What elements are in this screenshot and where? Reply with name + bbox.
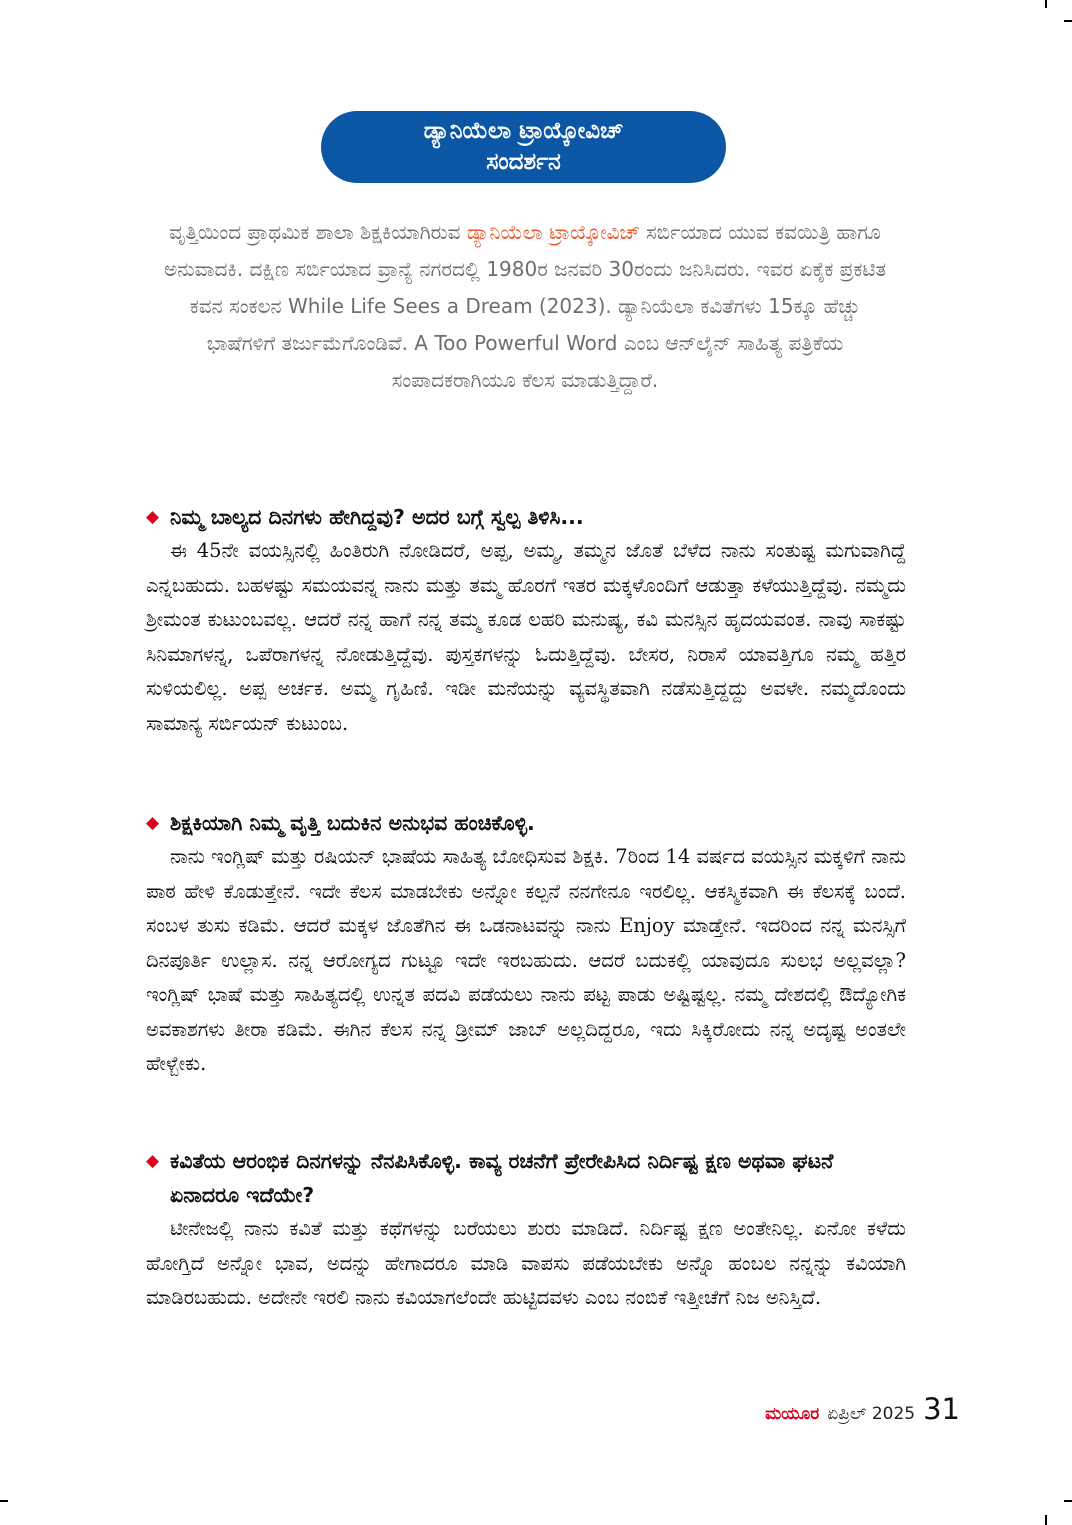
crop-mark	[1045, 1515, 1047, 1525]
crop-mark	[1064, 1500, 1072, 1502]
crop-mark	[1064, 20, 1072, 22]
crop-mark	[1045, 0, 1047, 8]
magazine-logo: ಮಯೂರ	[765, 1404, 820, 1424]
qa-block-2	[146, 806, 906, 1082]
answer-1: ಈ 45ನೇ ವಯಸ್ಸಿನಲ್ಲಿ ಹಿಂತಿರುಗಿ ನೋಡಿದರೆ, ಅಪ್ಪ, ಅಮ್ಮ, ತಮ್ಮನ ಜೊತೆ ಬೆಳೆದ ನಾನು ಸಂತುಷ್ಟ ಮಗುವಾಗಿದ್ದೆ ಎನ್ನಬಹುದು. ಬಹಳಷ್ಟು ಸಮಯವನ್ನ ನಾನು ಮತ್ತು ತಮ್ಮ ಹೊರಗೆ ಇತರ ಮಕ್ಕಳೊಂದಿಗೆ ಆಡುತ್ತಾ ಕಳೆಯುತ್ತಿದ್ದೆವು. ನಮ್ಮದು ಶ್ರೀಮಂತ ಕುಟುಂಬವಲ್ಲ. ಆದರೆ ನನ್ನ ಹಾಗೆ ನನ್ನ ತಮ್ಮ ಕೂಡ ಲಹರಿ ಮನುಷ್ಯ, ಕವಿ ಮನಸ್ಸಿನ ಹೃದಯವಂತ. ನಾವು ಸಾಕಷ್ಟು ಸಿನಿಮಾಗಳನ್ನ, ಒಪೆರಾಗಳನ್ನ ನೋಡುತ್ತಿದ್ದೆವು. ಪುಸ್ತಕಗಳನ್ನು ಓದುತ್ತಿದ್ದೆವು. ಬೇಸರ, ನಿರಾಸೆ ಯಾವತ್ತಿಗೂ ನಮ್ಮ ಹತ್ತಿರ ಸುಳಿಯಲಿಲ್ಲ. ಅಪ್ಪ ಅರ್ಚಕ. ಅಮ್ಮ ಗೃಹಿಣಿ. ಇಡೀ ಮನೆಯನ್ನು ವ್ಯವಸ್ಥಿತವಾಗಿ ನಡೆಸುತ್ತಿದ್ದದ್ದು ಅವಳೇ. ನಮ್ಮದೊಂದು ಸಾಮಾನ್ಯ ಸರ್ಬಿಯನ್ ಕುಟುಂಬ.	[146, 539, 906, 735]
intro-text-before: ವೃತ್ತಿಯಿಂದ ಪ್ರಾಥಮಿಕ ಶಾಲಾ ಶಿಕ್ಷಕಿಯಾಗಿರುವ	[169, 220, 467, 244]
qa-block-1	[146, 500, 906, 741]
crop-mark	[0, 1500, 8, 1502]
intro-text-after: ಸರ್ಬಿಯಾದ ಯುವ ಕವಯಿತ್ರಿ ಹಾಗೂ ಅನುವಾದಕಿ. ದಕ್ಷಿಣ ಸರ್ಬಿಯಾದ ವ್ರಾನ್ಯೆ ನಗರದಲ್ಲಿ 1980ರ ಜನವರಿ 30ರಂದು ಜನಿಸಿದರು. ಇವರ ಏಕೈಕ ಪ್ರಕಟಿತ ಕವನ ಸಂಕಲನ While Life Sees a Dream (2023). ಡ್ಯಾನಿಯೆಲಾ ಕವಿತೆಗಳು 15ಕ್ಕೂ ಹೆಚ್ಚು ಭಾಷೆಗಳಿಗೆ ತರ್ಜುಮೆಗೊಂಡಿವೆ. A Too Powerful Word ಎಂಬ ಆನ್‌ಲೈನ್ ಸಾಹಿತ್ಯ ಪತ್ರಿಕೆಯ ಸಂಪಾದಕರಾಗಿಯೂ ಕೆಲಸ ಮಾಡುತ್ತಿದ್ದಾರೆ.	[163, 220, 887, 392]
issue-date: ಏಪ್ರಿಲ್ 2025	[827, 1404, 916, 1424]
title-line-2: ಸಂದರ್ಶನ	[486, 149, 561, 175]
answer-2: ನಾನು ಇಂಗ್ಲಿಷ್ ಮತ್ತು ರಷಿಯನ್ ಭಾಷೆಯ ಸಾಹಿತ್ಯ ಬೋಧಿಸುವ ಶಿಕ್ಷಕಿ. 7ರಿಂದ 14 ವರ್ಷದ ವಯಸ್ಸಿನ ಮಕ್ಕಳಿಗೆ ನಾನು ಪಾಠ ಹೇಳಿ ಕೊಡುತ್ತೇನೆ. ಇದೇ ಕೆಲಸ ಮಾಡಬೇಕು ಅನ್ನೋ ಕಲ್ಪನೆ ನನಗೇನೂ ಇರಲಿಲ್ಲ. ಆಕಸ್ಮಿಕವಾಗಿ ಈ ಕೆಲಸಕ್ಕೆ ಬಂದೆ. ಸಂಬಳ ತುಸು ಕಡಿಮೆ. ಆದರೆ ಮಕ್ಕಳ ಜೊತೆಗಿನ ಈ ಒಡನಾಟವನ್ನು ನಾನು Enjoy ಮಾಡ್ತೇನೆ. ಇದರಿಂದ ನನ್ನ ಮನಸ್ಸಿಗೆ ದಿನಪೂರ್ತಿ ಉಲ್ಲಾಸ. ನನ್ನ ಆರೋಗ್ಯದ ಗುಟ್ಟೂ ಇದೇ ಇರಬಹುದು. ಆದರೆ ಬದುಕಲ್ಲಿ ಯಾವುದೂ ಸುಲಭ ಅಲ್ಲವಲ್ಲಾ? ಇಂಗ್ಲಿಷ್ ಭಾಷೆ ಮತ್ತು ಸಾಹಿತ್ಯದಲ್ಲಿ ಉನ್ನತ ಪದವಿ ಪಡೆಯಲು ನಾನು ಪಟ್ಟ ಪಾಡು ಅಷ್ಟಿಷ್ಟಲ್ಲ. ನಮ್ಮ ದೇಶದಲ್ಲಿ ಔದ್ಯೋಗಿಕ ಅವಕಾಶಗಳು ತೀರಾ ಕಡಿಮೆ. ಈಗಿನ ಕೆಲಸ ನನ್ನ ಡ್ರೀಮ್ ಜಾಬ್ ಅಲ್ಲದಿದ್ದರೂ, ಇದು ಸಿಕ್ಕಿರೋದು ನನ್ನ ಅದೃಷ್ಟ ಅಂತಲೇ ಹೇಳ್ಬೇಕು.	[146, 845, 906, 1075]
diamond-bullet-icon: ◆	[146, 813, 160, 833]
title-banner	[321, 111, 726, 183]
page-number: 31	[923, 1392, 960, 1426]
question-2	[146, 806, 906, 840]
author-name-highlight: ಡ್ಯಾನಿಯೆಲಾ ಟ್ರಾಯ್ಕೋವಿಚ್	[466, 220, 640, 244]
question-1	[146, 500, 906, 534]
question-text: ನಿಮ್ಮ ಬಾಲ್ಯದ ದಿನಗಳು ಹೇಗಿದ್ದವು? ಅದರ ಬಗ್ಗೆ ಸ್ವಲ್ಪ ತಿಳಿಸಿ...	[170, 505, 584, 529]
qa-block-3	[146, 1144, 906, 1316]
question-text: ಕವಿತೆಯ ಆರಂಭಿಕ ದಿನಗಳನ್ನು ನೆನಪಿಸಿಕೊಳ್ಳಿ. ಕಾವ್ಯ ರಚನೆಗೆ ಪ್ರೇರೇಪಿಸಿದ ನಿರ್ದಿಷ್ಟ ಕ್ಷಣ ಅಥವಾ ಘಟನೆ ಏನಾದರೂ ಇದೆಯೇ?	[170, 1149, 834, 1207]
author-intro	[160, 214, 890, 399]
page-footer	[765, 1392, 960, 1426]
title-line-1: ಡ್ಯಾನಿಯೆಲಾ ಟ್ರಾಯ್ಕೋವಿಚ್	[423, 118, 624, 144]
diamond-bullet-icon: ◆	[146, 1151, 160, 1171]
question-text: ಶಿಕ್ಷಕಿಯಾಗಿ ನಿಮ್ಮ ವೃತ್ತಿ ಬದುಕಿನ ಅನುಭವ ಹಂಚಿಕೊಳ್ಳಿ.	[170, 811, 535, 835]
answer-3: ಟೀನೇಜಲ್ಲಿ ನಾನು ಕವಿತೆ ಮತ್ತು ಕಥೆಗಳನ್ನು ಬರೆಯಲು ಶುರು ಮಾಡಿದೆ. ನಿರ್ದಿಷ್ಟ ಕ್ಷಣ ಅಂತೇನಿಲ್ಲ. ಏನೋ ಕಳೆದು ಹೋಗ್ತಿದೆ ಅನ್ನೋ ಭಾವ, ಅದನ್ನು ಹೇಗಾದರೂ ಮಾಡಿ ವಾಪಸು ಪಡೆಯಬೇಕು ಅನ್ನೊ ಹಂಬಲ ನನ್ನನ್ನು ಕವಿಯಾಗಿ ಮಾಡಿರಬಹುದು. ಅದೇನೇ ಇರಲಿ ನಾನು ಕವಿಯಾಗಲೆಂದೇ ಹುಟ್ಟಿದವಳು ಎಂಬ ನಂಬಿಕೆ ಇತ್ತೀಚೆಗೆ ನಿಜ ಅನಿಸ್ತಿದೆ.	[146, 1217, 906, 1309]
question-3	[146, 1144, 906, 1212]
diamond-bullet-icon: ◆	[146, 507, 160, 527]
